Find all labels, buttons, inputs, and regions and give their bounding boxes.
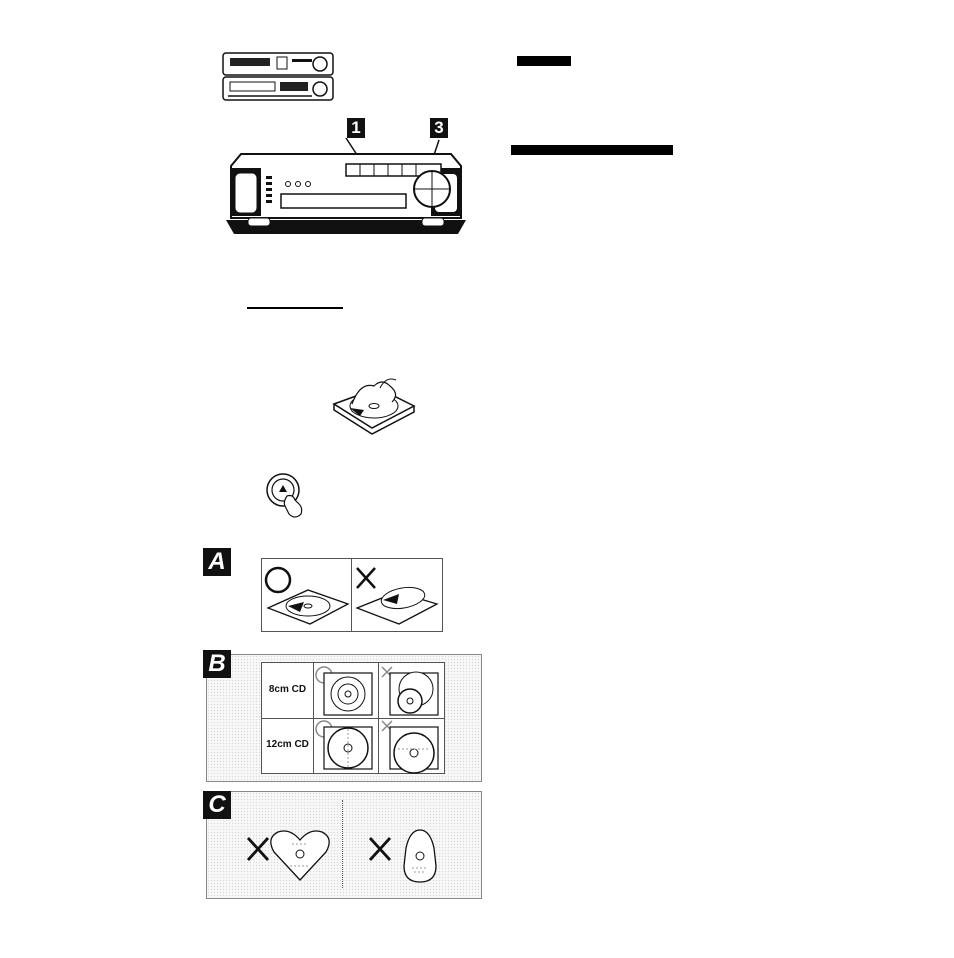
heading-bar-small bbox=[517, 56, 571, 66]
section-a-divider bbox=[351, 559, 352, 631]
teardrop-shaped-disc-illustration bbox=[366, 826, 446, 886]
disc-loading-illustration bbox=[330, 376, 416, 434]
section-c-dotted-divider bbox=[342, 800, 343, 888]
12cm-incorrect-illustration bbox=[380, 719, 442, 771]
callout-step-3: 3 bbox=[430, 118, 448, 138]
8cm-incorrect-illustration bbox=[380, 665, 442, 717]
row-label-8cm: 8cm CD bbox=[268, 684, 307, 695]
8cm-correct-illustration bbox=[314, 665, 376, 717]
incorrect-cross-icon bbox=[248, 838, 268, 860]
incorrect-cross-icon bbox=[370, 838, 390, 860]
stacked-system-illustration bbox=[222, 52, 334, 102]
correct-circle-icon bbox=[266, 568, 290, 592]
incorrect-disc-placement-illustration bbox=[353, 562, 441, 630]
heart-shaped-disc-illustration bbox=[244, 826, 334, 882]
incorrect-cross-icon bbox=[357, 568, 375, 588]
correct-disc-placement-illustration bbox=[264, 562, 350, 630]
section-b-marker: B bbox=[203, 650, 231, 678]
heading-bar-large bbox=[511, 145, 673, 155]
callout-step-1: 1 bbox=[347, 118, 365, 138]
section-c-marker: C bbox=[203, 791, 231, 819]
eject-button-press-illustration bbox=[265, 472, 313, 520]
12cm-correct-illustration bbox=[314, 719, 376, 771]
underline-rule bbox=[247, 307, 343, 309]
row-label-12cm: 12cm CD bbox=[266, 739, 309, 750]
section-a-marker: A bbox=[203, 548, 231, 576]
